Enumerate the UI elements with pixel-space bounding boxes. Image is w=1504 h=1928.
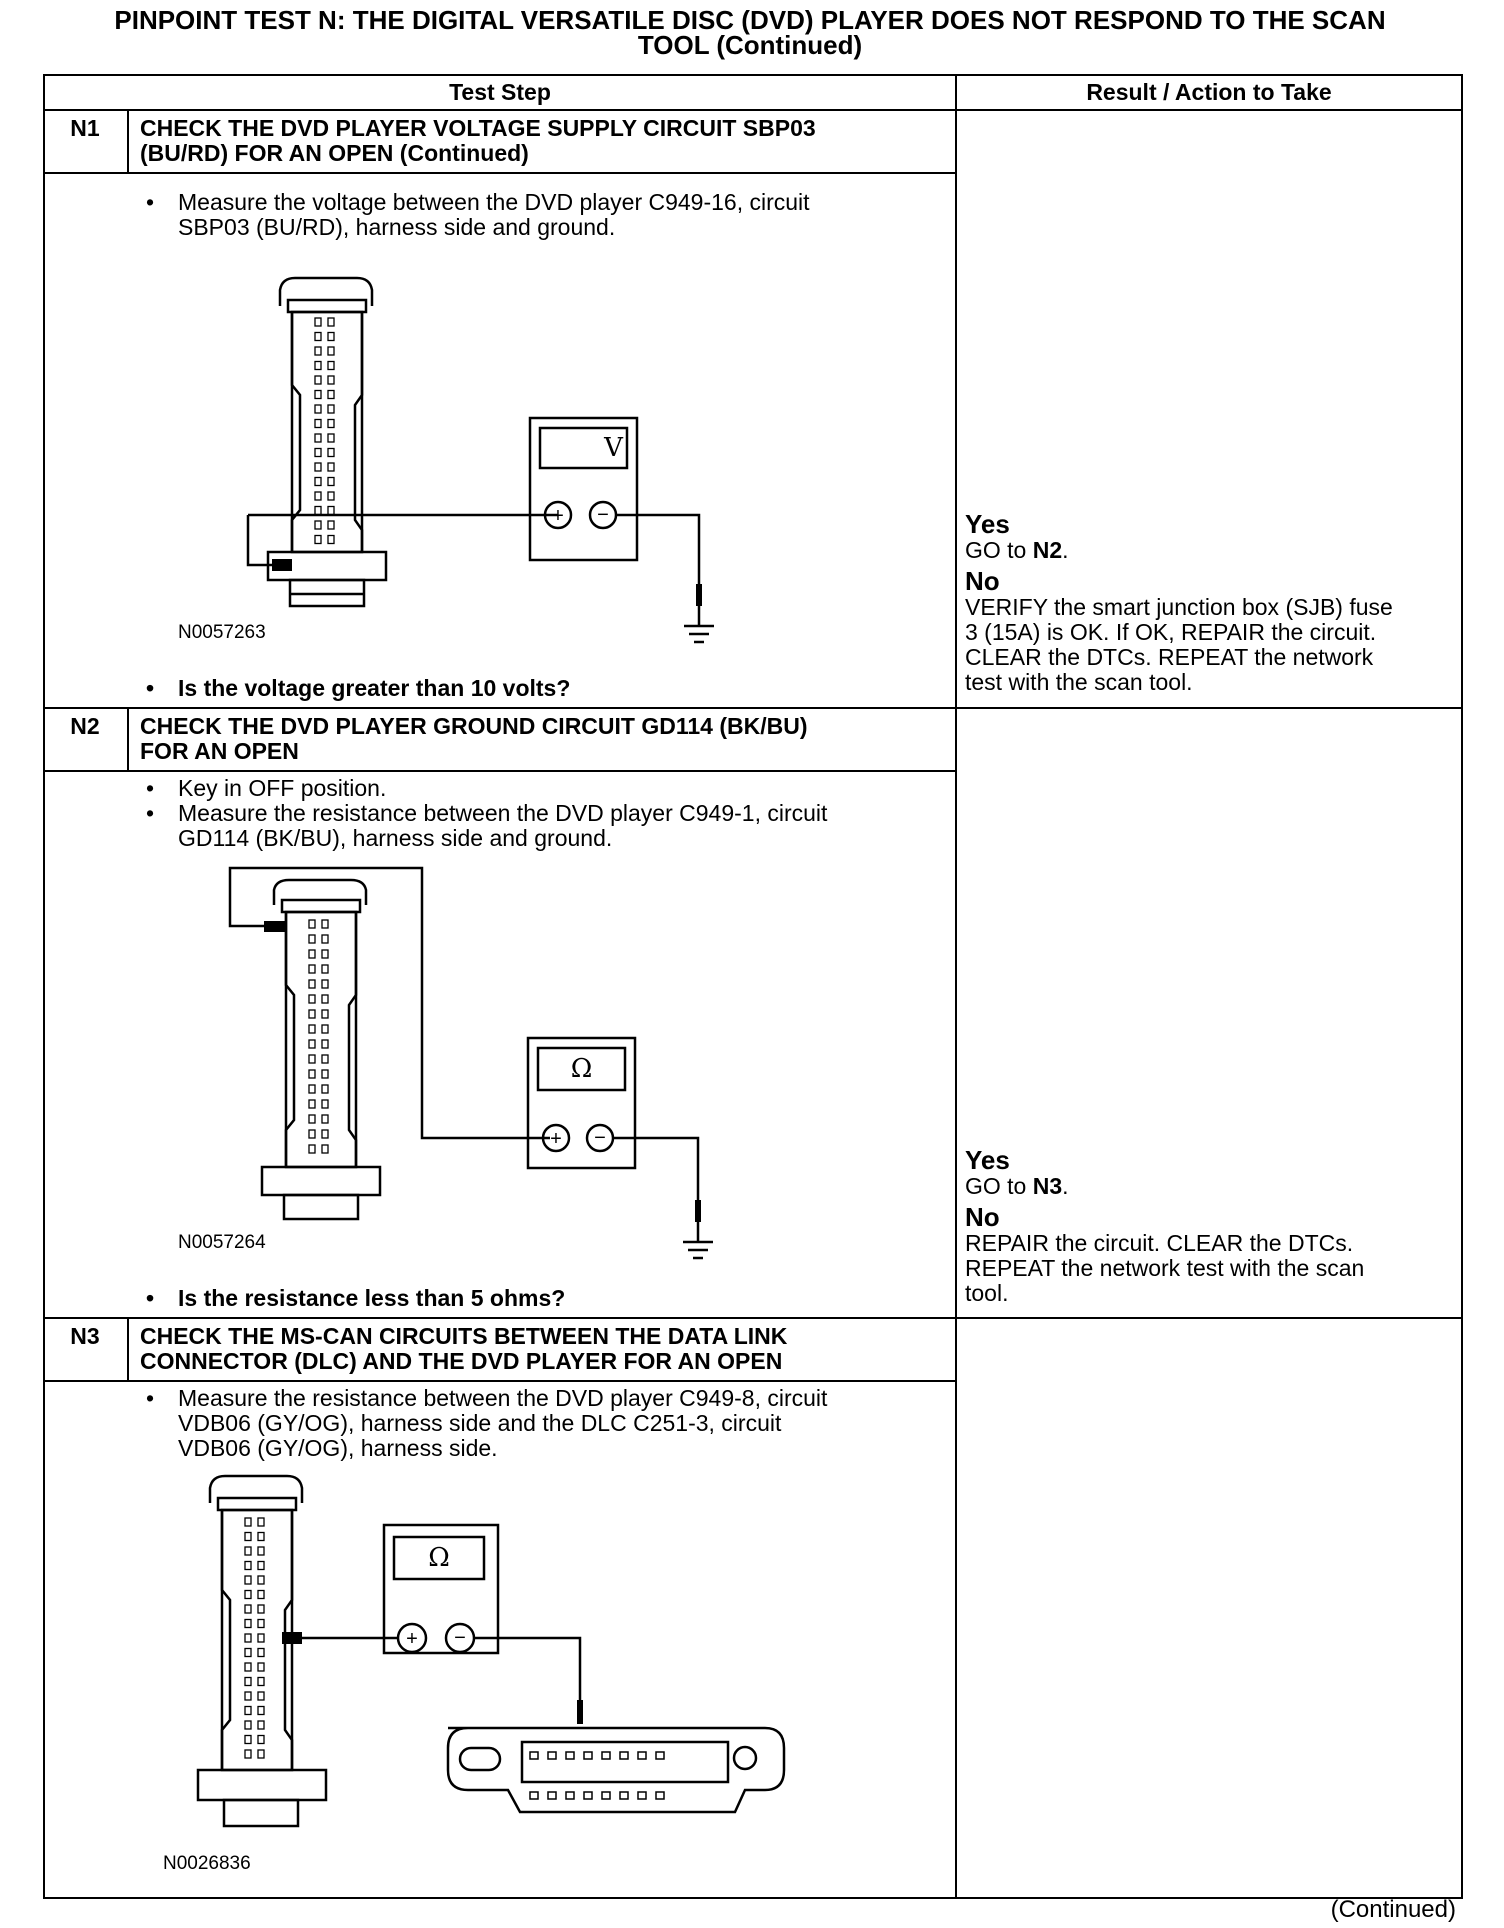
pin xyxy=(245,1736,251,1744)
pin xyxy=(245,1547,251,1555)
bullet-icon: • xyxy=(146,189,155,215)
svg-text:+: + xyxy=(550,1128,562,1150)
yes-label: Yes xyxy=(965,1145,1010,1175)
pin xyxy=(258,1518,264,1526)
pin xyxy=(258,1547,264,1555)
pin xyxy=(245,1518,251,1526)
instruction-n2b: • Measure the resistance between the DVD player C949-1, circuit GD114 (BK/BU), harness side and ground. xyxy=(146,800,828,851)
pin xyxy=(258,1591,264,1599)
svg-text:+: + xyxy=(406,1628,418,1650)
instruction-n2: • Key in OFF position. xyxy=(146,775,387,801)
svg-text:−: − xyxy=(597,504,609,526)
step-title-n2: CHECK THE DVD PLAYER GROUND CIRCUIT GD114 (BK/BU) FOR AN OPEN xyxy=(140,713,808,764)
no-label: No xyxy=(965,1202,1000,1232)
pin xyxy=(245,1678,251,1686)
header-result: Result / Action to Take xyxy=(1086,79,1332,105)
pin xyxy=(258,1736,264,1744)
pin xyxy=(245,1591,251,1599)
no-label: No xyxy=(965,566,1000,596)
step-id-n2: N2 xyxy=(70,713,100,739)
svg-text:+: + xyxy=(552,505,564,527)
pin xyxy=(245,1692,251,1700)
pin xyxy=(258,1692,264,1700)
pin xyxy=(258,1750,264,1758)
pin xyxy=(258,1634,264,1642)
header-test-step: Test Step xyxy=(449,79,551,105)
instruction-n1: • Measure the voltage between the DVD player C949-16, circuit SBP03 (BU/RD), harness side and ground. xyxy=(146,189,810,240)
connector-pins xyxy=(245,1518,264,1758)
pin xyxy=(258,1605,264,1613)
pin xyxy=(258,1620,264,1628)
pin xyxy=(258,1576,264,1584)
bullet-icon: • xyxy=(146,675,155,701)
meter-label-n1: V xyxy=(604,433,623,463)
pin xyxy=(245,1634,251,1642)
figure-id-n2: N0057264 xyxy=(178,1232,266,1253)
bullet-icon: • xyxy=(146,1285,155,1311)
step-title-n1: CHECK THE DVD PLAYER VOLTAGE SUPPLY CIRCUIT SBP03 (BU/RD) FOR AN OPEN (Continued) xyxy=(140,115,816,166)
bullet-icon: • xyxy=(146,775,155,801)
yes-action: GO to N3. xyxy=(965,1173,1069,1199)
yes-label: Yes xyxy=(965,509,1010,539)
result-n1: Yes GO to N2. No VERIFY the smart junction box (SJB) fuse 3 (15A) is OK. If OK, REPAIR the circuit. CLEAR the DTCs. REPEAT the network test with the scan tool. xyxy=(965,510,1460,695)
meter-label-n2: Ω xyxy=(570,1054,593,1084)
pin xyxy=(245,1576,251,1584)
pin xyxy=(245,1562,251,1570)
question-n2: • Is the resistance less than 5 ohms? xyxy=(146,1285,566,1311)
bullet-icon: • xyxy=(146,1385,155,1411)
step-id-n1: N1 xyxy=(70,115,100,141)
svg-text:−: − xyxy=(594,1127,606,1149)
svg-text:−: − xyxy=(454,1627,466,1649)
pin xyxy=(258,1663,264,1671)
pin xyxy=(245,1707,251,1715)
pin xyxy=(245,1605,251,1613)
instruction-n3: • Measure the resistance between the DVD player C949-8, circuit VDB06 (GY/OG), harness side and the DLC C251-3, circuit VDB06 (GY/OG), harness side. xyxy=(146,1385,828,1461)
figure-id-n3: N0026836 xyxy=(163,1853,251,1874)
pin xyxy=(245,1663,251,1671)
yes-action: GO to N2. xyxy=(965,537,1069,563)
result-n2: Yes GO to N3. No REPAIR the circuit. CLEAR the DTCs. REPEAT the network test with the scan tool. xyxy=(965,1146,1460,1306)
step-title-n3: CHECK THE MS-CAN CIRCUITS BETWEEN THE DATA LINK CONNECTOR (DLC) AND THE DVD PLAYER FOR AN OPEN xyxy=(140,1323,788,1374)
pin xyxy=(258,1649,264,1657)
page-title: PINPOINT TEST N: THE DIGITAL VERSATILE DISC (DVD) PLAYER DOES NOT RESPOND TO THE SCAN TOOL (Continued) xyxy=(114,5,1386,60)
pin xyxy=(245,1649,251,1657)
step-id-n3: N3 xyxy=(70,1323,100,1349)
figure-id-n1: N0057263 xyxy=(178,622,266,643)
pin xyxy=(258,1533,264,1541)
pin xyxy=(258,1678,264,1686)
pin xyxy=(245,1750,251,1758)
pin xyxy=(258,1707,264,1715)
pin xyxy=(258,1562,264,1570)
pin xyxy=(245,1620,251,1628)
pin xyxy=(245,1533,251,1541)
bullet-icon: • xyxy=(146,800,155,826)
pin xyxy=(245,1721,251,1729)
pin xyxy=(258,1721,264,1729)
meter-label-n3: Ω xyxy=(428,1543,450,1573)
continued-label: (Continued) xyxy=(1330,1896,1456,1923)
question-n1: • Is the voltage greater than 10 volts? xyxy=(146,675,571,701)
